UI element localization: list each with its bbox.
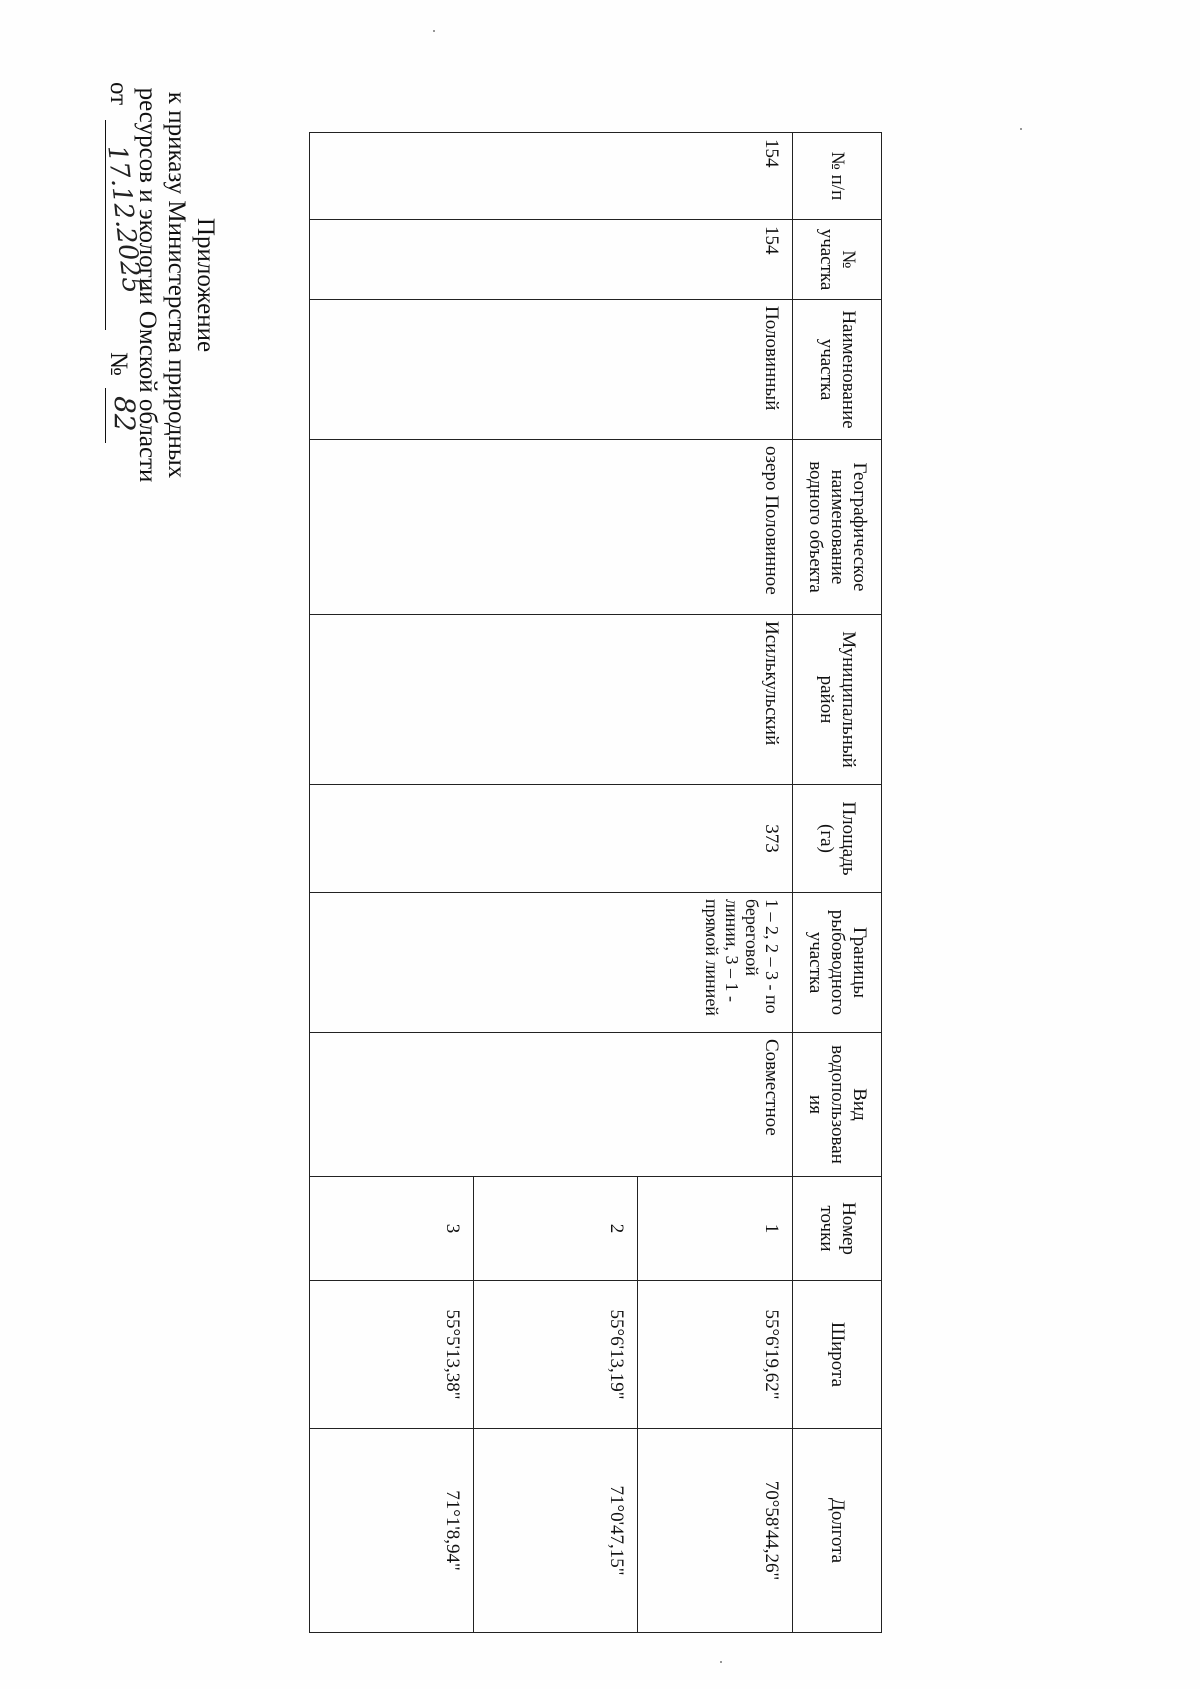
cell-latitude: 55°6'19,62" — [638, 1281, 793, 1429]
table-row — [638, 133, 793, 1633]
cell-point-number: 2 — [474, 1177, 638, 1281]
cell-longitude: 71°1'8,94" — [310, 1429, 474, 1633]
handwritten-order-number: 82 — [108, 396, 141, 432]
header-plot-number: № участка — [793, 220, 882, 300]
cell-boundaries: 1 – 2, 2 – 3 - по береговой линии, 3 – 1 - прямой линией — [310, 893, 793, 1033]
header-longitude: Долгота — [793, 1429, 882, 1633]
order-date-number-line — [101, 70, 147, 500]
scan-speck — [720, 1661, 722, 1663]
handwritten-date: 17.12.2025 — [101, 143, 147, 295]
appendix-header — [103, 70, 220, 500]
cell-point-number: 1 — [638, 1177, 793, 1281]
header-area: Площадь (га) — [793, 785, 882, 893]
cell-point-number: 3 — [310, 1177, 474, 1281]
fish-farming-plot-table — [309, 132, 882, 1633]
cell-longitude: 70°58'44,26" — [638, 1429, 793, 1633]
cell-use-type: Совместное — [310, 1033, 793, 1177]
date-prefix: от — [105, 82, 132, 106]
header-boundaries: Границы рыбоводного участка — [793, 893, 882, 1033]
cell-pp: 154 — [310, 133, 793, 220]
number-sign: № — [105, 352, 132, 376]
order-reference-line-1: к приказу Министерства природных — [163, 91, 190, 479]
cell-plot-number: 154 — [310, 220, 793, 300]
cell-plot-name: Половинный — [310, 300, 793, 440]
cell-area: 373 — [310, 785, 793, 893]
header-point-number: Номер точки — [793, 1177, 882, 1281]
header-pp: № п/п — [793, 133, 882, 220]
cell-latitude: 55°5'13,38" — [310, 1281, 474, 1429]
table-header-row — [793, 133, 882, 1633]
header-water-body: Географическое наименование водного объекта — [793, 440, 882, 615]
header-district: Муниципальный район — [793, 615, 882, 785]
header-latitude: Широта — [793, 1281, 882, 1429]
header-use-type: Вид водопользован ия — [793, 1033, 882, 1177]
appendix-title: Приложение — [192, 217, 219, 353]
cell-latitude: 55°6'13,19" — [474, 1281, 638, 1429]
scan-speck — [433, 30, 435, 32]
scan-speck — [1020, 128, 1022, 130]
cell-longitude: 71°0'47,15" — [474, 1429, 638, 1633]
cell-district: Исилькульский — [310, 615, 793, 785]
cell-water-body: озеро Половинное — [310, 440, 793, 615]
order-reference-line-2: ресурсов и экологии Омской области — [134, 87, 161, 483]
header-plot-name: Наименование участка — [793, 300, 882, 440]
number-underline — [105, 388, 106, 443]
